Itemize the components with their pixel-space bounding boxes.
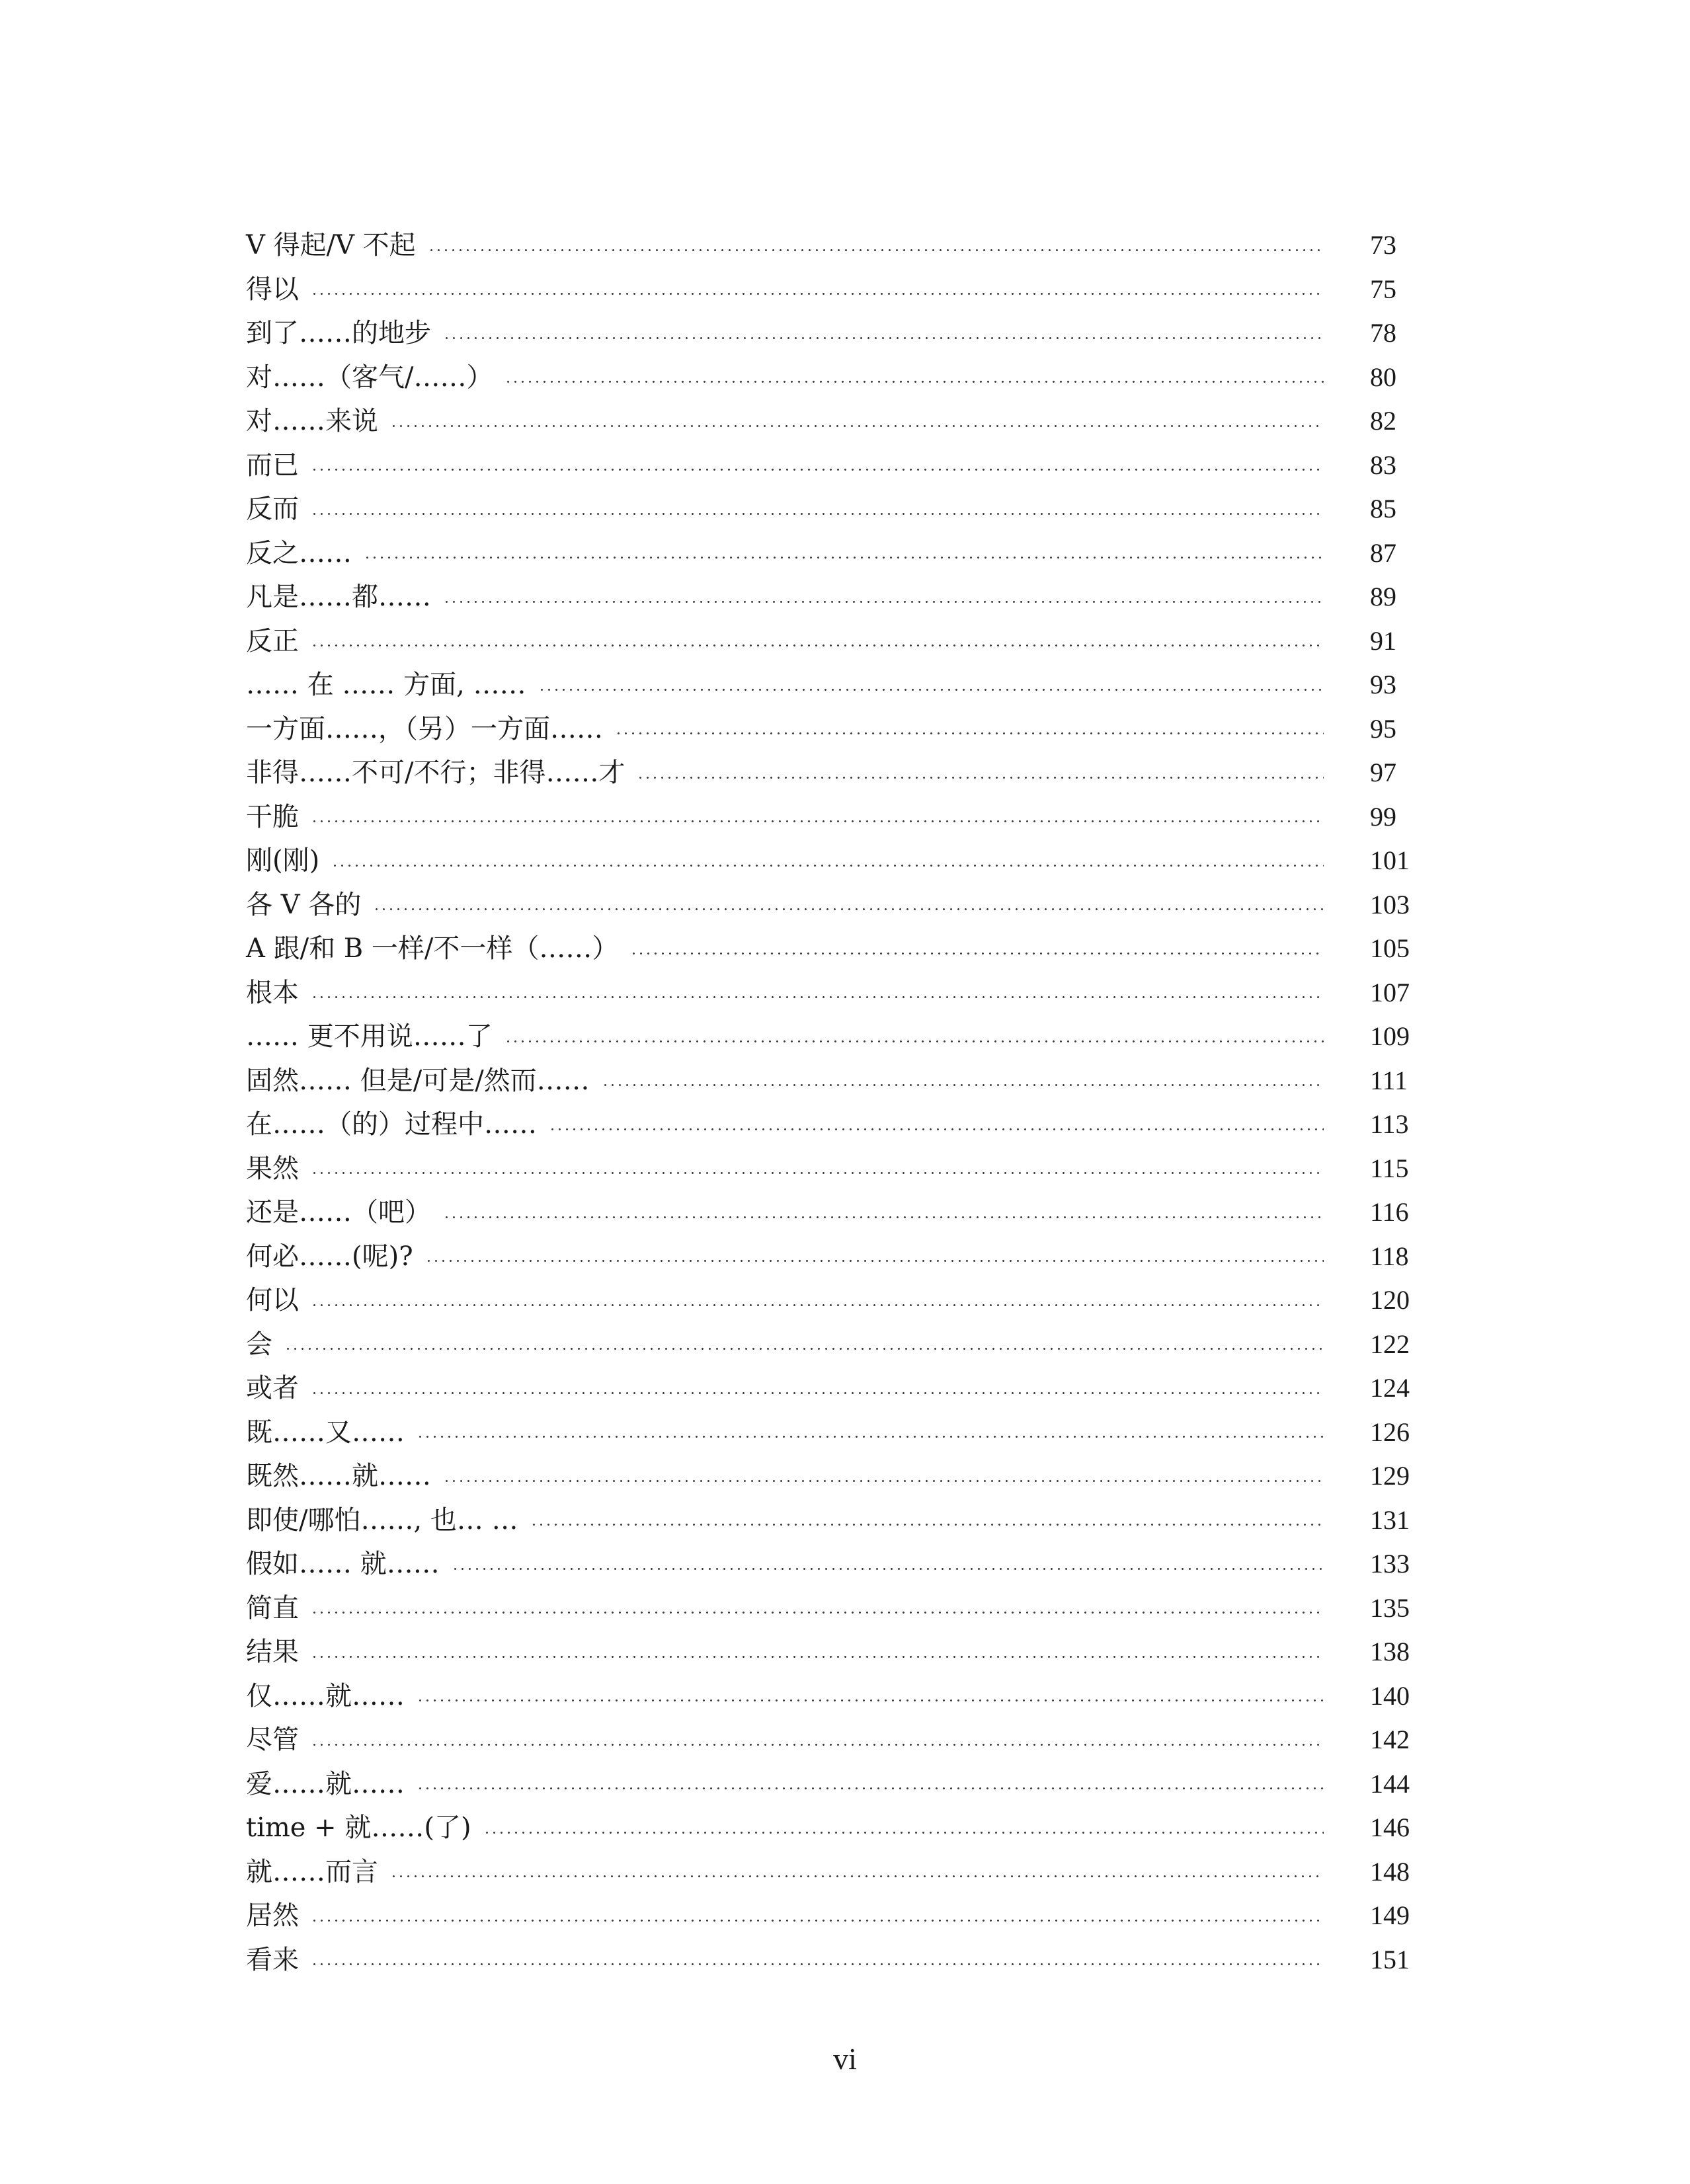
toc-entry (246, 1674, 1423, 1719)
toc-entry-label: 结果 (246, 1637, 299, 1668)
toc-entry-label: 就……而言 (246, 1856, 378, 1887)
dot-leader (311, 1392, 1324, 1394)
toc-entry-label: 非得……不可/不行；非得……才 (246, 758, 625, 789)
toc-entry-page: 82 (1370, 406, 1396, 436)
dot-leader (538, 689, 1324, 691)
toc-entry-page: 87 (1370, 537, 1396, 568)
dot-leader (311, 1744, 1324, 1746)
toc-entry-page: 135 (1370, 1592, 1410, 1623)
toc-entry (246, 1235, 1423, 1279)
dot-leader (630, 953, 1324, 955)
toc-entry-label: time + 就……(了) (246, 1813, 471, 1844)
toc-entry-label: 对……来说 (246, 406, 378, 437)
toc-entry-page: 131 (1370, 1504, 1410, 1535)
toc-entry-label: …… 在 …… 方面, …… (246, 670, 526, 701)
toc-entry-page: 122 (1370, 1329, 1410, 1359)
toc-entry-label: 果然 (246, 1153, 299, 1184)
dot-leader (311, 1920, 1324, 1922)
toc-entry (246, 1806, 1423, 1850)
dot-leader (311, 293, 1324, 295)
toc-entry (246, 751, 1423, 795)
dot-leader (373, 908, 1324, 910)
toc-entry (246, 531, 1423, 576)
toc-entry (246, 1323, 1423, 1367)
toc-entry-page: 113 (1370, 1109, 1409, 1140)
dot-leader (530, 1524, 1324, 1526)
toc-entry (246, 1938, 1423, 1982)
toc-entry (246, 619, 1423, 664)
dot-leader (428, 249, 1324, 251)
dot-leader (311, 1304, 1324, 1306)
toc-entry-page: 138 (1370, 1637, 1410, 1667)
dot-leader (637, 777, 1324, 779)
toc-entry (246, 1103, 1423, 1147)
dot-leader (602, 1084, 1324, 1086)
toc-entry (246, 883, 1423, 927)
toc-entry-label: 反正 (246, 625, 299, 656)
toc-entry (246, 1630, 1423, 1674)
toc-entry-page: 140 (1370, 1680, 1410, 1711)
dot-leader (311, 513, 1324, 515)
dot-leader (504, 1040, 1324, 1042)
toc-entry-page: 99 (1370, 801, 1396, 832)
toc-entry-page: 105 (1370, 933, 1410, 964)
toc-entry-page: 83 (1370, 449, 1396, 480)
toc-entry-label: 即使/哪怕……, 也… … (246, 1504, 518, 1536)
toc-entry-page: 91 (1370, 625, 1396, 656)
toc-entry (246, 839, 1423, 883)
toc-entry-label: …… 更不用说……了 (246, 1021, 493, 1052)
toc-entry-page: 93 (1370, 670, 1396, 700)
toc-entry-label: 爱……就…… (246, 1768, 405, 1799)
toc-entry-label: 根本 (246, 977, 299, 1008)
toc-entry (246, 268, 1423, 312)
dot-leader (615, 732, 1324, 734)
toc-entry-page: 118 (1370, 1241, 1409, 1271)
dot-leader (443, 1216, 1324, 1218)
dot-leader (311, 820, 1324, 822)
toc-entry-page: 97 (1370, 758, 1396, 788)
toc-entry (246, 1454, 1423, 1499)
dot-leader (364, 557, 1324, 559)
toc-entry (246, 399, 1423, 444)
toc-entry (246, 1850, 1423, 1894)
toc-entry-page: 78 (1370, 318, 1396, 348)
toc-entry-label: 而已 (246, 449, 299, 481)
toc-entry (246, 223, 1423, 268)
toc-entry-page: 80 (1370, 362, 1396, 392)
toc-entry (246, 663, 1423, 707)
dot-leader (549, 1128, 1324, 1130)
toc-entry-page: 133 (1370, 1549, 1410, 1579)
toc-entry-label: 还是……（吧） (246, 1197, 431, 1228)
toc-entry-label: 既然……就…… (246, 1461, 431, 1492)
dot-leader (311, 1172, 1324, 1174)
toc-entry (246, 575, 1423, 619)
table-of-contents (246, 223, 1423, 1982)
dot-leader (443, 1480, 1324, 1482)
toc-entry-label: 会 (246, 1329, 272, 1360)
toc-entry-label: 尽管 (246, 1725, 299, 1756)
toc-entry (246, 1411, 1423, 1455)
toc-entry-page: 126 (1370, 1417, 1410, 1447)
toc-entry-label: 凡是……都…… (246, 582, 431, 613)
toc-entry-label: 或者 (246, 1373, 299, 1404)
toc-entry (246, 971, 1423, 1015)
toc-entry-label: A 跟/和 B 一样/不一样（……） (246, 933, 619, 964)
toc-entry-page: 73 (1370, 230, 1396, 260)
toc-entry (246, 356, 1423, 400)
dot-leader (425, 1260, 1324, 1262)
dot-leader (311, 1612, 1324, 1614)
toc-entry-label: 得以 (246, 274, 299, 305)
toc-entry (246, 1366, 1423, 1411)
toc-entry (246, 1190, 1423, 1235)
toc-entry (246, 1586, 1423, 1631)
toc-entry-label: 简直 (246, 1592, 299, 1623)
toc-entry-page: 151 (1370, 1944, 1410, 1974)
dot-leader (443, 601, 1324, 603)
toc-entry-page: 149 (1370, 1900, 1410, 1931)
toc-entry-label: 在……（的）过程中…… (246, 1109, 537, 1140)
toc-entry-page: 101 (1370, 845, 1410, 876)
toc-entry-page: 146 (1370, 1813, 1410, 1843)
toc-entry (246, 1718, 1423, 1762)
toc-entry-page: 124 (1370, 1373, 1410, 1403)
toc-entry-label: 对……（客气/……） (246, 362, 493, 393)
toc-entry (246, 1542, 1423, 1586)
toc-entry (246, 1499, 1423, 1543)
toc-entry-page: 129 (1370, 1461, 1410, 1491)
toc-entry-page: 111 (1370, 1065, 1408, 1095)
toc-entry (246, 487, 1423, 531)
toc-entry-page: 75 (1370, 274, 1396, 304)
toc-entry-page: 120 (1370, 1285, 1410, 1315)
dot-leader (311, 1963, 1324, 1965)
toc-entry-page: 103 (1370, 889, 1410, 919)
toc-entry (246, 1015, 1423, 1059)
toc-entry-label: 反之…… (246, 537, 352, 568)
page-number: vi (833, 2042, 857, 2076)
dot-leader (452, 1568, 1324, 1570)
toc-entry-page: 85 (1370, 494, 1396, 524)
dot-leader (417, 1787, 1324, 1789)
dot-leader (417, 1436, 1324, 1438)
toc-entry-page: 95 (1370, 713, 1396, 744)
toc-entry (246, 707, 1423, 752)
toc-entry-label: 各 V 各的 (246, 889, 362, 920)
toc-entry-label: 固然…… 但是/可是/然而…… (246, 1065, 590, 1096)
dot-leader (311, 644, 1324, 646)
toc-entry-label: 居然 (246, 1900, 299, 1931)
toc-entry (246, 444, 1423, 488)
dot-leader (311, 469, 1324, 471)
dot-leader (443, 337, 1324, 339)
toc-entry-label: 刚(刚) (246, 845, 320, 877)
dot-leader (390, 1875, 1324, 1877)
dot-leader (284, 1348, 1324, 1350)
toc-entry-label: 到了……的地步 (246, 318, 431, 349)
toc-entry (246, 1059, 1423, 1103)
toc-entry (246, 311, 1423, 356)
toc-entry-page: 116 (1370, 1197, 1409, 1228)
toc-entry-label: V 得起/V 不起 (246, 230, 416, 261)
dot-leader (390, 425, 1324, 427)
dot-leader (311, 996, 1324, 998)
toc-entry-label: 看来 (246, 1944, 299, 1975)
toc-entry (246, 1278, 1423, 1323)
toc-entry-page: 107 (1370, 977, 1410, 1007)
toc-entry-page: 144 (1370, 1768, 1410, 1799)
dot-leader (483, 1832, 1324, 1834)
toc-entry-page: 142 (1370, 1725, 1410, 1755)
toc-entry-label: 何以 (246, 1285, 299, 1316)
dot-leader (311, 1656, 1324, 1658)
dot-leader (504, 381, 1324, 383)
toc-entry-page: 89 (1370, 582, 1396, 612)
toc-entry-label: 假如…… 就…… (246, 1549, 440, 1580)
toc-entry-label: 仅……就…… (246, 1680, 405, 1711)
toc-entry-page: 115 (1370, 1153, 1409, 1183)
toc-entry (246, 1147, 1423, 1191)
dot-leader (417, 1699, 1324, 1701)
toc-entry-page: 109 (1370, 1021, 1410, 1052)
toc-entry (246, 927, 1423, 971)
toc-entry-label: 反而 (246, 494, 299, 525)
toc-entry (246, 1894, 1423, 1938)
toc-entry-label: 一方面……，（另）一方面…… (246, 713, 603, 744)
toc-entry-label: 干脆 (246, 801, 299, 832)
toc-entry-label: 何必……(呢)? (246, 1241, 413, 1272)
toc-entry (246, 1762, 1423, 1807)
toc-entry-label: 既……又…… (246, 1417, 405, 1448)
dot-leader (331, 865, 1324, 867)
toc-entry (246, 795, 1423, 839)
toc-entry-page: 148 (1370, 1856, 1410, 1887)
